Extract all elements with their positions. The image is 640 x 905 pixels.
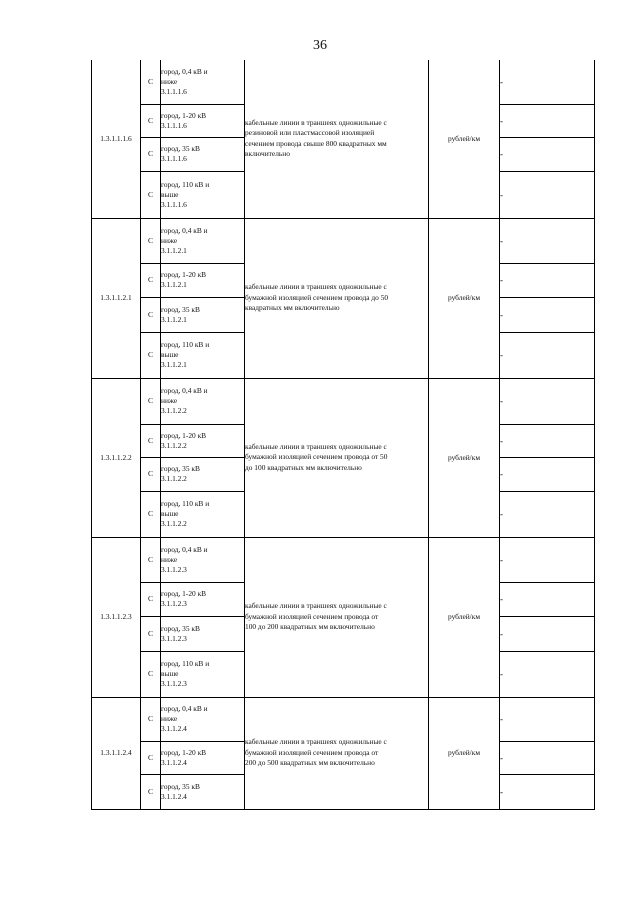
category-letter: С [141, 582, 161, 616]
cable-description [245, 697, 429, 809]
category-letter: С [141, 378, 161, 424]
subcategory-line: город, 35 кВ [161, 623, 200, 633]
table-row [92, 537, 595, 582]
rates-table [91, 60, 595, 810]
subcategory-line: город, 0,4 кВ и [161, 704, 208, 713]
subcategory-line: 3.1.1.2.2 [161, 474, 187, 483]
voltage-subcategory [161, 297, 245, 332]
category-letter: С [141, 491, 161, 537]
voltage-subcategory [161, 104, 245, 137]
unit-of-measure: рублей/км [429, 378, 500, 537]
subcategory-line: город, 0,4 кВ и [161, 386, 208, 395]
table-row [92, 697, 595, 741]
description-line: квадратных мм включительно [245, 303, 340, 313]
voltage-subcategory [161, 774, 245, 809]
subcategory-line: 3.1.1.1.6 [161, 154, 187, 163]
category-letter: С [141, 424, 161, 457]
voltage-subcategory [161, 60, 245, 104]
subcategory-line: город, 1-20 кВ [161, 270, 207, 279]
rate-value: - [500, 616, 595, 651]
description-line: кабельные линии в траншеях одножильные с [245, 737, 387, 747]
rate-value: - [500, 171, 595, 218]
subcategory-line: город, 0,4 кВ и [161, 225, 208, 235]
table-row [92, 60, 595, 104]
rate-value: - [500, 582, 595, 616]
subcategory-line: город, 110 кВ и [161, 179, 210, 189]
voltage-subcategory [161, 332, 245, 378]
subcategory-line: ниже [161, 76, 178, 86]
rate-value: - [500, 263, 595, 297]
subcategory-line: выше [161, 509, 179, 518]
category-letter: С [141, 457, 161, 491]
rate-value: - [500, 378, 595, 424]
page-number: 36 [313, 38, 327, 53]
voltage-subcategory [161, 537, 245, 582]
rate-value: - [500, 741, 595, 774]
description-line: кабельные линии в траншеях одножильные с [245, 117, 387, 127]
category-letter: С [141, 537, 161, 582]
unit-of-measure: рублей/км [429, 537, 500, 697]
category-letter: С [141, 297, 161, 332]
subcategory-line: ниже [161, 554, 178, 564]
subcategory-line: 3.1.1.2.4 [161, 791, 187, 801]
voltage-subcategory [161, 697, 245, 741]
subcategory-line: город, 1-20 кВ [161, 430, 207, 440]
subcategory-line: 3.1.1.2.3 [161, 679, 187, 688]
voltage-subcategory [161, 263, 245, 297]
description-line: 100 до 200 квадратных мм включительно [245, 622, 375, 632]
description-line: до 100 квадратных мм включительно [245, 462, 362, 472]
item-code: 1.3.1.1.2.2 [92, 378, 141, 537]
subcategory-line: город, 110 кВ и [161, 499, 210, 508]
subcategory-line: 3.1.1.2.3 [161, 633, 187, 643]
rate-value: - [500, 697, 595, 741]
category-letter: С [141, 651, 161, 697]
subcategory-line: 3.1.1.2.2 [161, 440, 187, 450]
subcategory-line: 3.1.1.2.3 [161, 564, 187, 574]
description-line: кабельные линии в траншеях одножильные с [245, 601, 387, 611]
description-line: бумажной изоляцией сечением провода от [245, 747, 379, 757]
subcategory-line: город, 35 кВ [161, 464, 200, 473]
subcategory-line: 3.1.1.2.2 [161, 406, 187, 415]
rate-value: - [500, 104, 595, 137]
description-line: кабельные линии в траншеях одножильные с [245, 441, 387, 451]
table-row [92, 218, 595, 263]
subcategory-line: ниже [161, 235, 178, 245]
subcategory-line: 3.1.1.1.6 [161, 86, 187, 96]
subcategory-line: город, 0,4 кВ и [161, 544, 208, 554]
subcategory-line: ниже [161, 714, 178, 723]
category-letter: С [141, 104, 161, 137]
category-letter: С [141, 60, 161, 104]
item-code: 1.3.1.1.1.6 [92, 60, 141, 218]
voltage-subcategory [161, 218, 245, 263]
rate-value: - [500, 651, 595, 697]
item-code: 1.3.1.1.2.1 [92, 218, 141, 378]
subcategory-line: 3.1.1.2.1 [161, 280, 187, 289]
voltage-subcategory [161, 457, 245, 491]
rate-value: - [500, 60, 595, 104]
subcategory-line: город, 35 кВ [161, 144, 200, 153]
category-letter: С [141, 332, 161, 378]
subcategory-line: город, 1-20 кВ [161, 110, 207, 120]
rate-value: - [500, 218, 595, 263]
description-line: резиновой или пластмассовой изоляцией [245, 128, 375, 138]
subcategory-line: город, 1-20 кВ [161, 589, 207, 598]
subcategory-line: город, 110 кВ и [161, 340, 210, 349]
cable-description [245, 218, 429, 378]
subcategory-line: 3.1.1.2.1 [161, 245, 187, 255]
subcategory-line: ниже [161, 396, 178, 405]
subcategory-line: город, 1-20 кВ [161, 747, 207, 757]
cable-description [245, 60, 429, 218]
subcategory-line: город, 35 кВ [161, 304, 200, 314]
category-letter: С [141, 741, 161, 774]
voltage-subcategory [161, 378, 245, 424]
voltage-subcategory [161, 491, 245, 537]
voltage-subcategory [161, 741, 245, 774]
unit-of-measure: рублей/км [429, 60, 500, 218]
category-letter: С [141, 774, 161, 809]
rate-value: - [500, 457, 595, 491]
rate-value: - [500, 774, 595, 809]
table-row [92, 378, 595, 424]
subcategory-line: 3.1.1.2.2 [161, 519, 187, 528]
voltage-subcategory [161, 616, 245, 651]
category-letter: С [141, 616, 161, 651]
rate-value: - [500, 297, 595, 332]
rate-value: - [500, 491, 595, 537]
subcategory-line: город, 35 кВ [161, 781, 200, 791]
subcategory-line: 3.1.1.2.3 [161, 599, 187, 608]
rate-value: - [500, 332, 595, 378]
item-code: 1.3.1.1.2.3 [92, 537, 141, 697]
description-line: сечением провода свыше 800 квадратных мм [245, 138, 387, 148]
subcategory-line: город, 110 кВ и [161, 659, 210, 668]
rate-value: - [500, 137, 595, 171]
category-letter: С [141, 263, 161, 297]
description-line: включительно [245, 149, 290, 159]
item-code: 1.3.1.1.2.4 [92, 697, 141, 809]
voltage-subcategory [161, 424, 245, 457]
unit-of-measure: рублей/км [429, 218, 500, 378]
subcategory-line: 3.1.1.2.1 [161, 314, 187, 324]
description-line: бумажной изоляцией сечением провода до 50 [245, 292, 389, 302]
rate-value: - [500, 424, 595, 457]
voltage-subcategory [161, 651, 245, 697]
unit-of-measure: рублей/км [429, 697, 500, 809]
rate-value: - [500, 537, 595, 582]
voltage-subcategory [161, 137, 245, 171]
voltage-subcategory [161, 171, 245, 218]
subcategory-line: город, 0,4 кВ и [161, 66, 208, 76]
description-line: 200 до 500 квадратных мм включительно [245, 758, 375, 768]
subcategory-line: выше [161, 350, 179, 359]
voltage-subcategory [161, 582, 245, 616]
subcategory-line: 3.1.1.2.4 [161, 724, 187, 733]
rates-table-body [92, 60, 595, 809]
description-line: бумажной изоляцией сечением провода от 50 [245, 452, 388, 462]
subcategory-line: 3.1.1.1.6 [161, 199, 187, 209]
subcategory-line: 3.1.1.2.4 [161, 757, 187, 767]
category-letter: С [141, 697, 161, 741]
subcategory-line: 3.1.1.2.1 [161, 360, 187, 369]
description-line: кабельные линии в траншеях одножильные с [245, 282, 387, 292]
category-letter: С [141, 218, 161, 263]
cable-description [245, 378, 429, 537]
subcategory-line: 3.1.1.1.6 [161, 120, 187, 130]
subcategory-line: выше [161, 189, 179, 199]
category-letter: С [141, 171, 161, 218]
description-line: бумажной изоляцией сечением провода от [245, 611, 379, 621]
subcategory-line: выше [161, 669, 179, 678]
category-letter: С [141, 137, 161, 171]
cable-description [245, 537, 429, 697]
